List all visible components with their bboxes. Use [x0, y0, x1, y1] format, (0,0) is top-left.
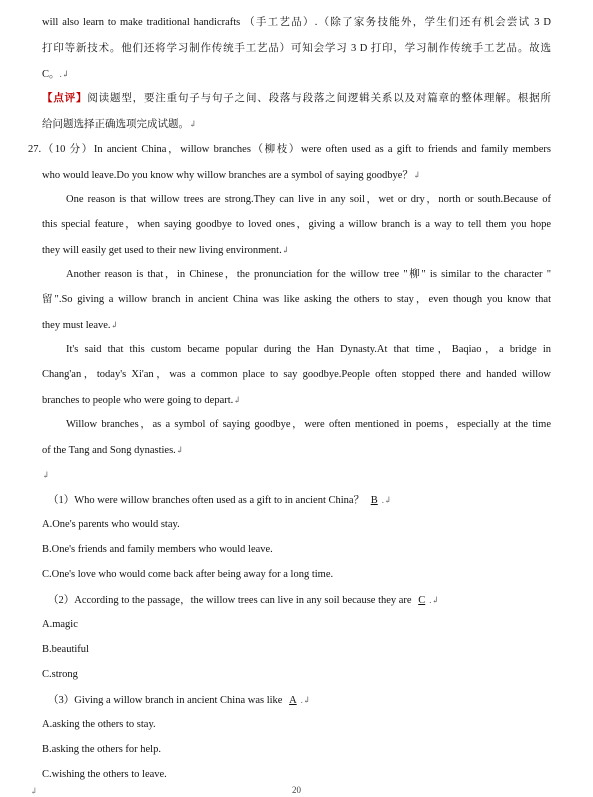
para1-line-2: this special feature，when saying goodbye to loved ones，giving a willow branch is a way to tell them you hope [42, 219, 551, 230]
question-1-option-c: C.One's love who would come back after being away for a long time. [42, 569, 334, 580]
question-1-option-a: A.One's parents who would stay. [42, 519, 180, 530]
question-3-option-a: A.asking the others to stay. [42, 719, 156, 730]
tip-label: 【点评】 [42, 93, 88, 104]
question-1-stem: （1）Who were willow branches often used as a gift to in ancient China？ B .↲ [48, 495, 392, 506]
question-1-answer: B [370, 495, 378, 506]
question-3-stem: （3）Giving a willow branch in ancient China was like A .↲ [48, 695, 311, 706]
question-2-option-a: A.magic [42, 619, 78, 630]
blank-paragraph-mark: ↲ [42, 470, 50, 480]
question-2-option-b: B.beautiful [42, 644, 89, 655]
q27-line-2: who would leave.Do you know why willow branches are a symbol of saying goodbye？↲ [42, 170, 421, 181]
question-2-option-c: C.strong [42, 669, 78, 680]
question-2-answer: C [418, 595, 426, 606]
tip-line-2: 给问题选择正确选项完成试题。↲ [42, 119, 197, 130]
para3-line-1: It's said that this custom became popular during the Han Dynasty.At that time，Baqiao，a bridge in [66, 344, 551, 355]
question-2-stem: （2）According to the passage，the willow trees can live in any soil because they are C .↲ [48, 595, 440, 606]
question-3-option-c: C.wishing the others to leave. [42, 769, 167, 780]
para1-line-3: they will easily get used to their new living environment.↲ [42, 245, 290, 256]
para2-line-2: 留".So giving a willow branch in ancient China was like asking the others to stay，even though you know that [42, 294, 551, 305]
question-1-option-b: B.One's friends and family members who would leave. [42, 544, 273, 555]
question-3-option-b: B.asking the others for help. [42, 744, 161, 755]
para3-line-2: Chang'an，today's Xi'an，was a common place to say goodbye.People often stopped there and handed willow [42, 369, 551, 380]
para3-line-3: branches to people who were going to depart.↲ [42, 395, 241, 406]
para4-line-2: of the Tang and Song dynasties.↲ [42, 445, 184, 456]
prev-line-2: 打印等新技术。他们还将学习制作传统手工艺品）可知会学习 3 D 打印，学习制作传统手工艺品。故选 [42, 43, 551, 54]
question-3-answer: A [289, 695, 297, 706]
para4-line-1: Willow branches，as a symbol of saying goodbye，were often mentioned in poems，especially at the time [66, 419, 551, 430]
corner-mark: ↲ [30, 786, 38, 796]
para1-line-1: One reason is that willow trees are strong.They can live in any soil，wet or dry，north or south.Because of [66, 194, 551, 205]
page-number: 20 [292, 785, 301, 795]
prev-line-3: C。.↲ [42, 69, 70, 80]
q27-heading: 27.（10 分）In ancient China，willow branches（柳枝）were often used as a gift to friends and family members [28, 144, 551, 155]
para2-line-3: they must leave.↲ [42, 320, 119, 331]
tip-line-1: 【点评】阅读题型，要注重句子与句子之间、段落与段落之间逻辑关系以及对篇章的整体理解。根据所 [42, 93, 551, 104]
para2-line-1: Another reason is that，in Chinese，the pronunciation for the willow tree "柳" is similar to the character " [66, 269, 551, 280]
prev-line-1: will also learn to make traditional handicrafts （手工艺品）.（除了家务技能外，学生们还有机会尝试 3 D [42, 17, 551, 28]
